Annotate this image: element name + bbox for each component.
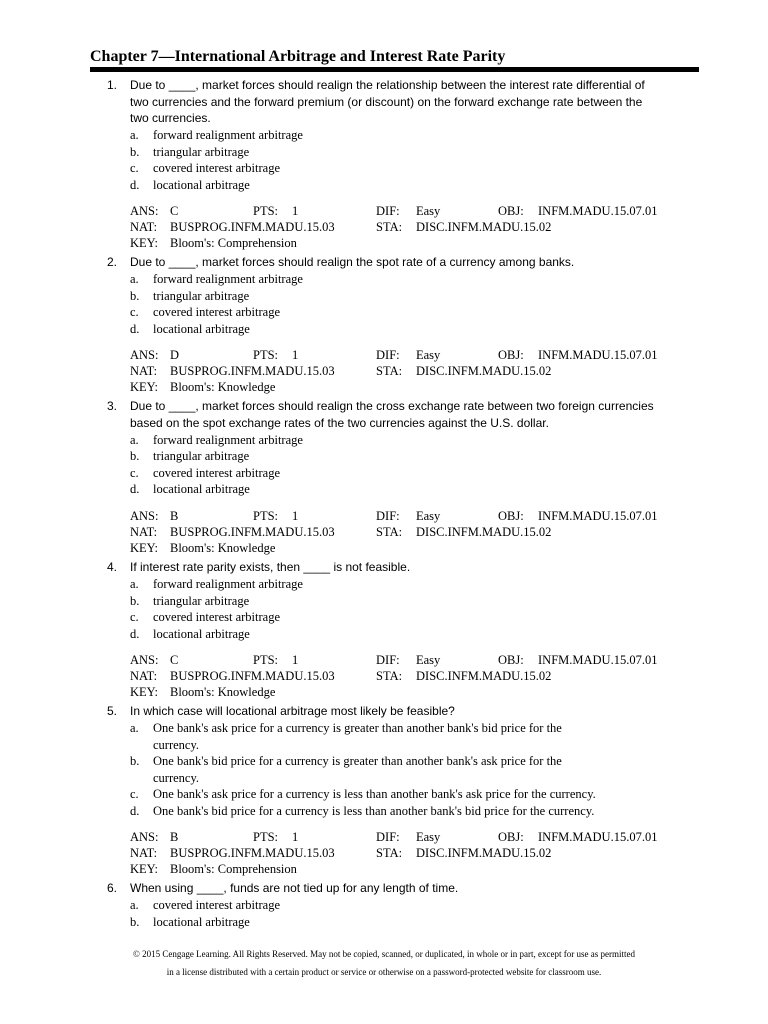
option-text: locational arbitrage xyxy=(153,914,250,929)
ans-label: ANS: xyxy=(130,348,159,362)
question-number: 6. xyxy=(107,881,118,895)
option-text: locational arbitrage xyxy=(153,177,250,192)
pts-label: PTS: xyxy=(253,508,279,523)
question-text-line: Due to ____, market forces should realign the relationship between the interest rate differential of xyxy=(130,78,645,92)
ans-value: C xyxy=(170,653,179,667)
dif-value: Easy xyxy=(416,348,441,362)
option-text: locational arbitrage xyxy=(153,626,250,641)
question-text-line: Due to ____, market forces should realign the cross exchange rate between two foreign currencies xyxy=(130,399,654,413)
option-letter: b. xyxy=(130,754,140,768)
option-text: triangular arbitrage xyxy=(153,288,250,303)
option-letter: a. xyxy=(130,577,139,591)
obj-value: INFM.MADU.15.07.01 xyxy=(538,830,658,844)
ans-value: B xyxy=(170,508,179,523)
obj-label: OBJ: xyxy=(498,348,524,362)
obj-label: OBJ: xyxy=(498,653,524,667)
option-letter: c. xyxy=(130,305,139,319)
option-letter: a. xyxy=(130,898,139,912)
option-text: triangular arbitrage xyxy=(153,144,250,159)
copyright-line-1: © 2015 Cengage Learning. All Rights Reserved. May not be copied, scanned, or duplicated, in whole or in part, except for use as permitted xyxy=(133,949,635,959)
option-text: covered interest arbitrage xyxy=(153,305,281,319)
sta-value: DISC.INFM.MADU.15.02 xyxy=(416,846,552,860)
option-letter: c. xyxy=(130,610,139,624)
nat-value: BUSPROG.INFM.MADU.15.03 xyxy=(170,846,335,860)
option-letter: c. xyxy=(130,465,139,480)
question-text-line: If interest rate parity exists, then ____ is not feasible. xyxy=(130,560,411,574)
key-label: KEY: xyxy=(130,380,159,394)
key-label: KEY: xyxy=(130,236,159,250)
nat-label: NAT: xyxy=(130,846,158,860)
nat-label: NAT: xyxy=(130,364,158,378)
option-text: forward realignment arbitrage xyxy=(153,432,303,447)
key-value: Bloom's: Knowledge xyxy=(170,540,276,555)
question-number: 2. xyxy=(107,255,118,269)
dif-value: Easy xyxy=(416,508,441,523)
pts-value: 1 xyxy=(292,348,299,362)
option-text: forward realignment arbitrage xyxy=(153,272,303,286)
dif-label: DIF: xyxy=(376,204,400,218)
question-text-line: two currencies and the forward premium (or discount) on the forward exchange rate between the xyxy=(130,94,643,109)
option-letter: a. xyxy=(130,128,139,142)
sta-label: STA: xyxy=(376,220,403,234)
option-text: covered interest arbitrage xyxy=(153,610,281,624)
pts-value: 1 xyxy=(292,204,299,218)
option-text: triangular arbitrage xyxy=(153,449,250,463)
option-text: covered interest arbitrage xyxy=(153,898,281,912)
option-text: covered interest arbitrage xyxy=(153,465,281,480)
option-letter: c. xyxy=(130,161,139,175)
key-value: Bloom's: Comprehension xyxy=(170,236,297,250)
option-letter: a. xyxy=(130,721,139,735)
option-letter: a. xyxy=(130,432,139,447)
ans-label: ANS: xyxy=(130,508,159,523)
option-letter: c. xyxy=(130,787,139,801)
ans-value: B xyxy=(170,830,179,844)
sta-label: STA: xyxy=(376,364,403,378)
option-letter: b. xyxy=(130,144,140,159)
sta-value: DISC.INFM.MADU.15.02 xyxy=(416,669,552,683)
pts-label: PTS: xyxy=(253,204,279,218)
key-label: KEY: xyxy=(130,862,159,876)
sta-value: DISC.INFM.MADU.15.02 xyxy=(416,524,552,539)
obj-value: INFM.MADU.15.07.01 xyxy=(538,653,658,667)
question-number: 5. xyxy=(107,704,118,718)
option-letter: a. xyxy=(130,272,139,286)
nat-value: BUSPROG.INFM.MADU.15.03 xyxy=(170,524,335,539)
question-text-line: based on the spot exchange rates of the two currencies against the U.S. dollar. xyxy=(130,415,549,430)
ans-value: C xyxy=(170,204,179,218)
pts-value: 1 xyxy=(292,508,299,523)
dif-label: DIF: xyxy=(376,653,400,667)
ans-label: ANS: xyxy=(130,830,159,844)
ans-value: D xyxy=(170,348,180,362)
ans-label: ANS: xyxy=(130,204,159,218)
obj-label: OBJ: xyxy=(498,508,524,523)
question-number: 1. xyxy=(107,78,118,92)
nat-label: NAT: xyxy=(130,524,158,539)
dif-value: Easy xyxy=(416,830,441,844)
option-letter: b. xyxy=(130,593,140,608)
nat-value: BUSPROG.INFM.MADU.15.03 xyxy=(170,220,335,234)
dif-value: Easy xyxy=(416,653,441,667)
key-label: KEY: xyxy=(130,685,159,699)
question-text-line: two currencies. xyxy=(130,111,211,125)
option-text: One bank's ask price for a currency is greater than another bank's bid price for the xyxy=(153,721,562,735)
obj-value: INFM.MADU.15.07.01 xyxy=(538,348,658,362)
option-text: One bank's bid price for a currency is less than another bank's bid price for the currency. xyxy=(153,803,595,818)
key-label: KEY: xyxy=(130,540,159,555)
option-text: currency. xyxy=(153,737,200,752)
option-letter: d. xyxy=(130,321,140,336)
option-letter: d. xyxy=(130,803,140,818)
option-text: One bank's ask price for a currency is less than another bank's ask price for the currency. xyxy=(153,787,596,801)
question-text-line: In which case will locational arbitrage most likely be feasible? xyxy=(130,704,455,718)
key-value: Bloom's: Comprehension xyxy=(170,862,297,876)
option-letter: b. xyxy=(130,449,140,463)
ans-label: ANS: xyxy=(130,653,159,667)
dif-label: DIF: xyxy=(376,348,400,362)
chapter-title: Chapter 7—International Arbitrage and Interest Rate Parity xyxy=(90,48,506,65)
pts-value: 1 xyxy=(292,653,299,667)
pts-label: PTS: xyxy=(253,653,279,667)
option-text: triangular arbitrage xyxy=(153,593,250,608)
option-letter: d. xyxy=(130,177,140,192)
question-text-line: When using ____, funds are not tied up for any length of time. xyxy=(130,881,459,895)
nat-label: NAT: xyxy=(130,220,158,234)
option-letter: d. xyxy=(130,626,140,641)
option-letter: b. xyxy=(130,288,140,303)
obj-label: OBJ: xyxy=(498,204,524,218)
question-text-line: Due to ____, market forces should realign the spot rate of a currency among banks. xyxy=(130,255,575,269)
dif-label: DIF: xyxy=(376,830,400,844)
option-letter: d. xyxy=(130,482,140,496)
dif-value: Easy xyxy=(416,204,441,218)
option-text: locational arbitrage xyxy=(153,321,250,336)
dif-label: DIF: xyxy=(376,508,400,523)
key-value: Bloom's: Knowledge xyxy=(170,685,276,699)
obj-value: INFM.MADU.15.07.01 xyxy=(538,204,658,218)
sta-label: STA: xyxy=(376,524,403,539)
nat-value: BUSPROG.INFM.MADU.15.03 xyxy=(170,669,335,683)
option-text: currency. xyxy=(153,770,200,785)
option-letter: b. xyxy=(130,914,140,929)
sta-value: DISC.INFM.MADU.15.02 xyxy=(416,220,552,234)
sta-value: DISC.INFM.MADU.15.02 xyxy=(416,364,552,378)
title-rule xyxy=(90,67,699,72)
pts-value: 1 xyxy=(292,830,299,844)
option-text: forward realignment arbitrage xyxy=(153,128,303,142)
obj-label: OBJ: xyxy=(498,830,524,844)
option-text: covered interest arbitrage xyxy=(153,161,281,175)
question-number: 4. xyxy=(107,560,118,574)
obj-value: INFM.MADU.15.07.01 xyxy=(538,508,658,523)
question-number: 3. xyxy=(107,399,118,413)
pts-label: PTS: xyxy=(253,348,279,362)
copyright-line-2: in a license distributed with a certain product or service or otherwise on a password-protected website for classroom use. xyxy=(166,967,602,977)
sta-label: STA: xyxy=(376,846,403,860)
option-text: One bank's bid price for a currency is greater than another bank's ask price for the xyxy=(153,754,562,768)
key-value: Bloom's: Knowledge xyxy=(170,380,276,394)
nat-value: BUSPROG.INFM.MADU.15.03 xyxy=(170,364,335,378)
pts-label: PTS: xyxy=(253,830,279,844)
option-text: forward realignment arbitrage xyxy=(153,577,303,591)
option-text: locational arbitrage xyxy=(153,482,250,496)
sta-label: STA: xyxy=(376,669,403,683)
nat-label: NAT: xyxy=(130,669,158,683)
